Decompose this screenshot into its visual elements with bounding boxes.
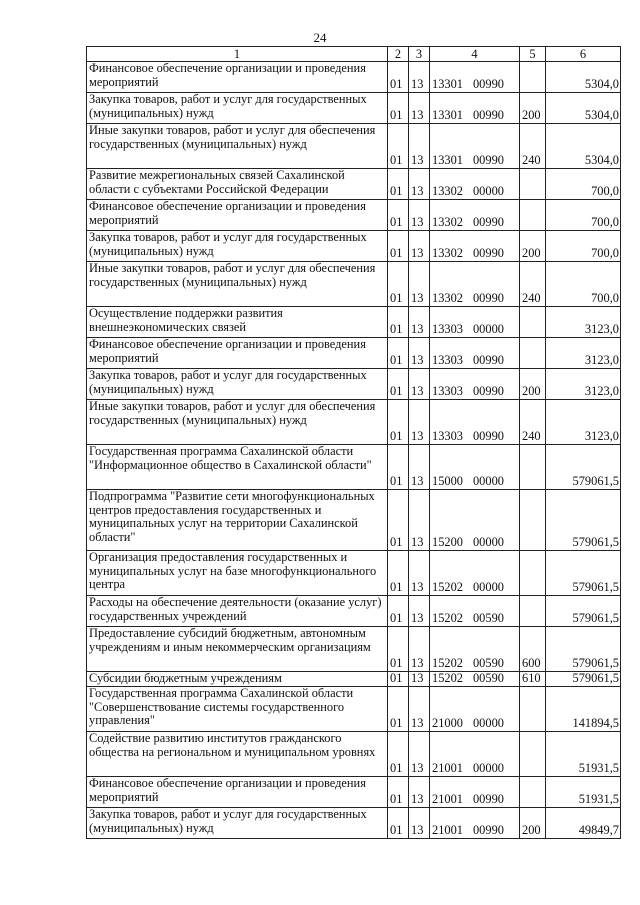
subsection-code: 13 xyxy=(409,124,430,169)
page-number: 24 xyxy=(313,30,327,45)
direction-code: 00000 xyxy=(472,761,504,776)
program-code: 21000 xyxy=(432,716,463,731)
target-article-code xyxy=(430,400,520,445)
section-code: 01 xyxy=(388,307,409,338)
item-name: Подпрограмма "Развитие сети многофункциональных центров предоставления государственных и муниципальных услуг на территории Сахалинской области" xyxy=(87,490,388,551)
program-code: 13303 xyxy=(432,322,463,337)
program-code: 21001 xyxy=(432,823,463,838)
item-name: Закупка товаров, работ и услуг для государственных (муниципальных) нужд xyxy=(87,808,388,839)
section-code: 01 xyxy=(388,124,409,169)
direction-code: 00990 xyxy=(472,429,504,444)
expense-type-code xyxy=(520,551,546,596)
expense-type-code xyxy=(520,62,546,93)
subsection-code: 13 xyxy=(409,627,430,672)
expense-type-code xyxy=(520,307,546,338)
amount: 700,0 xyxy=(546,200,621,231)
item-name: Осуществление поддержки развития внешнеэкономических связей xyxy=(87,307,388,338)
expense-type-code: 200 xyxy=(520,93,546,124)
expense-type-code xyxy=(520,338,546,369)
target-article-code xyxy=(430,200,520,231)
table-row xyxy=(87,627,621,672)
direction-code: 00990 xyxy=(472,792,504,807)
subsection-code: 13 xyxy=(409,808,430,839)
subsection-code: 13 xyxy=(409,732,430,777)
direction-code: 00590 xyxy=(472,611,504,626)
subsection-code: 13 xyxy=(409,200,430,231)
amount: 700,0 xyxy=(546,262,621,307)
header-row xyxy=(87,47,621,62)
target-article-code xyxy=(430,672,520,687)
target-article-code xyxy=(430,369,520,400)
item-name: Финансовое обеспечение организации и проведения мероприятий xyxy=(87,338,388,369)
program-code: 13302 xyxy=(432,184,463,199)
table-row xyxy=(87,551,621,596)
expense-type-code: 600 xyxy=(520,627,546,672)
section-code: 01 xyxy=(388,732,409,777)
table-row xyxy=(87,200,621,231)
program-code: 15202 xyxy=(432,611,463,626)
target-article-code xyxy=(430,627,520,672)
direction-code: 00590 xyxy=(472,656,504,671)
amount: 700,0 xyxy=(546,169,621,200)
subsection-code: 13 xyxy=(409,687,430,732)
amount: 3123,0 xyxy=(546,400,621,445)
program-code: 15202 xyxy=(432,580,463,595)
program-code: 15202 xyxy=(432,671,463,686)
target-article-code xyxy=(430,307,520,338)
section-code: 01 xyxy=(388,200,409,231)
column-header: 5 xyxy=(520,47,546,62)
table-row xyxy=(87,169,621,200)
target-article-code xyxy=(430,732,520,777)
table-row xyxy=(87,338,621,369)
table-row xyxy=(87,400,621,445)
subsection-code: 13 xyxy=(409,231,430,262)
direction-code: 00990 xyxy=(472,108,504,123)
direction-code: 00990 xyxy=(472,153,504,168)
expense-type-code: 200 xyxy=(520,808,546,839)
program-code: 13301 xyxy=(432,153,463,168)
program-code: 13302 xyxy=(432,215,463,230)
item-name: Финансовое обеспечение организации и проведения мероприятий xyxy=(87,777,388,808)
item-name: Закупка товаров, работ и услуг для государственных (муниципальных) нужд xyxy=(87,231,388,262)
amount: 141894,5 xyxy=(546,687,621,732)
direction-code: 00000 xyxy=(472,184,504,199)
target-article-code xyxy=(430,169,520,200)
item-name: Закупка товаров, работ и услуг для государственных (муниципальных) нужд xyxy=(87,369,388,400)
column-header: 3 xyxy=(409,47,430,62)
amount: 579061,5 xyxy=(546,596,621,627)
table-row xyxy=(87,369,621,400)
table-row xyxy=(87,596,621,627)
direction-code: 00590 xyxy=(472,671,504,686)
program-code: 13301 xyxy=(432,77,463,92)
column-header: 4 xyxy=(430,47,520,62)
budget-table xyxy=(86,46,621,839)
subsection-code: 13 xyxy=(409,369,430,400)
subsection-code: 13 xyxy=(409,551,430,596)
expense-type-code: 200 xyxy=(520,231,546,262)
expense-type-code xyxy=(520,687,546,732)
item-name: Иные закупки товаров, работ и услуг для обеспечения государственных (муниципальных) нужд xyxy=(87,262,388,307)
item-name: Субсидии бюджетным учреждениям xyxy=(87,672,388,687)
amount: 579061,5 xyxy=(546,672,621,687)
table-row xyxy=(87,777,621,808)
section-code: 01 xyxy=(388,490,409,551)
program-code: 13301 xyxy=(432,108,463,123)
section-code: 01 xyxy=(388,169,409,200)
program-code: 15000 xyxy=(432,474,463,489)
expense-type-code: 240 xyxy=(520,124,546,169)
section-code: 01 xyxy=(388,687,409,732)
amount: 579061,5 xyxy=(546,490,621,551)
subsection-code: 13 xyxy=(409,262,430,307)
section-code: 01 xyxy=(388,338,409,369)
amount: 3123,0 xyxy=(546,369,621,400)
item-name: Иные закупки товаров, работ и услуг для обеспечения государственных (муниципальных) нужд xyxy=(87,400,388,445)
item-name: Закупка товаров, работ и услуг для государственных (муниципальных) нужд xyxy=(87,93,388,124)
section-code: 01 xyxy=(388,369,409,400)
section-code: 01 xyxy=(388,672,409,687)
column-header: 2 xyxy=(388,47,409,62)
program-code: 21001 xyxy=(432,792,463,807)
amount: 5304,0 xyxy=(546,124,621,169)
section-code: 01 xyxy=(388,808,409,839)
direction-code: 00000 xyxy=(472,322,504,337)
table-row xyxy=(87,490,621,551)
direction-code: 00990 xyxy=(472,215,504,230)
target-article-code xyxy=(430,445,520,490)
column-header: 6 xyxy=(546,47,621,62)
amount: 51931,5 xyxy=(546,732,621,777)
item-name: Государственная программа Сахалинской области "Информационное общество в Сахалинской области" xyxy=(87,445,388,490)
table-row xyxy=(87,672,621,687)
table-row xyxy=(87,62,621,93)
direction-code: 00990 xyxy=(472,291,504,306)
direction-code: 00990 xyxy=(472,246,504,261)
target-article-code xyxy=(430,93,520,124)
table-row xyxy=(87,307,621,338)
direction-code: 00990 xyxy=(472,384,504,399)
item-name: Финансовое обеспечение организации и проведения мероприятий xyxy=(87,200,388,231)
program-code: 13302 xyxy=(432,246,463,261)
subsection-code: 13 xyxy=(409,62,430,93)
table-row xyxy=(87,262,621,307)
item-name: Финансовое обеспечение организации и проведения мероприятий xyxy=(87,62,388,93)
subsection-code: 13 xyxy=(409,400,430,445)
subsection-code: 13 xyxy=(409,596,430,627)
program-code: 13303 xyxy=(432,429,463,444)
table-row xyxy=(87,445,621,490)
target-article-code xyxy=(430,596,520,627)
column-header: 1 xyxy=(87,47,388,62)
target-article-code xyxy=(430,808,520,839)
amount: 5304,0 xyxy=(546,93,621,124)
item-name: Государственная программа Сахалинской области "Совершенствование системы государственного управления" xyxy=(87,687,388,732)
subsection-code: 13 xyxy=(409,777,430,808)
section-code: 01 xyxy=(388,627,409,672)
amount: 579061,5 xyxy=(546,445,621,490)
target-article-code xyxy=(430,62,520,93)
expense-type-code xyxy=(520,169,546,200)
section-code: 01 xyxy=(388,596,409,627)
subsection-code: 13 xyxy=(409,307,430,338)
item-name: Развитие межрегиональных связей Сахалинской области с субъектами Российской Федерации xyxy=(87,169,388,200)
amount: 579061,5 xyxy=(546,627,621,672)
amount: 3123,0 xyxy=(546,338,621,369)
program-code: 13303 xyxy=(432,353,463,368)
amount: 579061,5 xyxy=(546,551,621,596)
direction-code: 00990 xyxy=(472,823,504,838)
expense-type-code: 240 xyxy=(520,400,546,445)
direction-code: 00000 xyxy=(472,716,504,731)
section-code: 01 xyxy=(388,445,409,490)
target-article-code xyxy=(430,231,520,262)
item-name: Организация предоставления государственных и муниципальных услуг на базе многофункционального центра xyxy=(87,551,388,596)
target-article-code xyxy=(430,687,520,732)
table-row xyxy=(87,687,621,732)
item-name: Предоставление субсидий бюджетным, автономным учреждениям и иным некоммерческим организациям xyxy=(87,627,388,672)
program-code: 15200 xyxy=(432,535,463,550)
subsection-code: 13 xyxy=(409,445,430,490)
subsection-code: 13 xyxy=(409,338,430,369)
program-code: 15202 xyxy=(432,656,463,671)
target-article-code xyxy=(430,490,520,551)
direction-code: 00990 xyxy=(472,77,504,92)
section-code: 01 xyxy=(388,551,409,596)
program-code: 21001 xyxy=(432,761,463,776)
item-name: Содействие развитию институтов гражданского общества на региональном и муниципальном уровнях xyxy=(87,732,388,777)
amount: 51931,5 xyxy=(546,777,621,808)
expense-type-code xyxy=(520,200,546,231)
direction-code: 00000 xyxy=(472,474,504,489)
target-article-code xyxy=(430,262,520,307)
section-code: 01 xyxy=(388,400,409,445)
table-row xyxy=(87,93,621,124)
table-row xyxy=(87,732,621,777)
direction-code: 00000 xyxy=(472,580,504,595)
subsection-code: 13 xyxy=(409,490,430,551)
expense-type-code xyxy=(520,596,546,627)
section-code: 01 xyxy=(388,93,409,124)
program-code: 13302 xyxy=(432,291,463,306)
section-code: 01 xyxy=(388,262,409,307)
expense-type-code: 240 xyxy=(520,262,546,307)
expense-type-code xyxy=(520,445,546,490)
section-code: 01 xyxy=(388,777,409,808)
table-row xyxy=(87,124,621,169)
expense-type-code xyxy=(520,490,546,551)
item-name: Расходы на обеспечение деятельности (оказание услуг) государственных учреждений xyxy=(87,596,388,627)
target-article-code xyxy=(430,338,520,369)
section-code: 01 xyxy=(388,231,409,262)
section-code: 01 xyxy=(388,62,409,93)
expense-type-code: 200 xyxy=(520,369,546,400)
direction-code: 00000 xyxy=(472,535,504,550)
table-row xyxy=(87,808,621,839)
subsection-code: 13 xyxy=(409,93,430,124)
amount: 3123,0 xyxy=(546,307,621,338)
expense-type-code: 610 xyxy=(520,672,546,687)
program-code: 13303 xyxy=(432,384,463,399)
direction-code: 00990 xyxy=(472,353,504,368)
expense-type-code xyxy=(520,732,546,777)
expense-type-code xyxy=(520,777,546,808)
subsection-code: 13 xyxy=(409,169,430,200)
amount: 5304,0 xyxy=(546,62,621,93)
table-row xyxy=(87,231,621,262)
subsection-code: 13 xyxy=(409,672,430,687)
target-article-code xyxy=(430,777,520,808)
amount: 700,0 xyxy=(546,231,621,262)
item-name: Иные закупки товаров, работ и услуг для обеспечения государственных (муниципальных) нужд xyxy=(87,124,388,169)
target-article-code xyxy=(430,551,520,596)
target-article-code xyxy=(430,124,520,169)
amount: 49849,7 xyxy=(546,808,621,839)
